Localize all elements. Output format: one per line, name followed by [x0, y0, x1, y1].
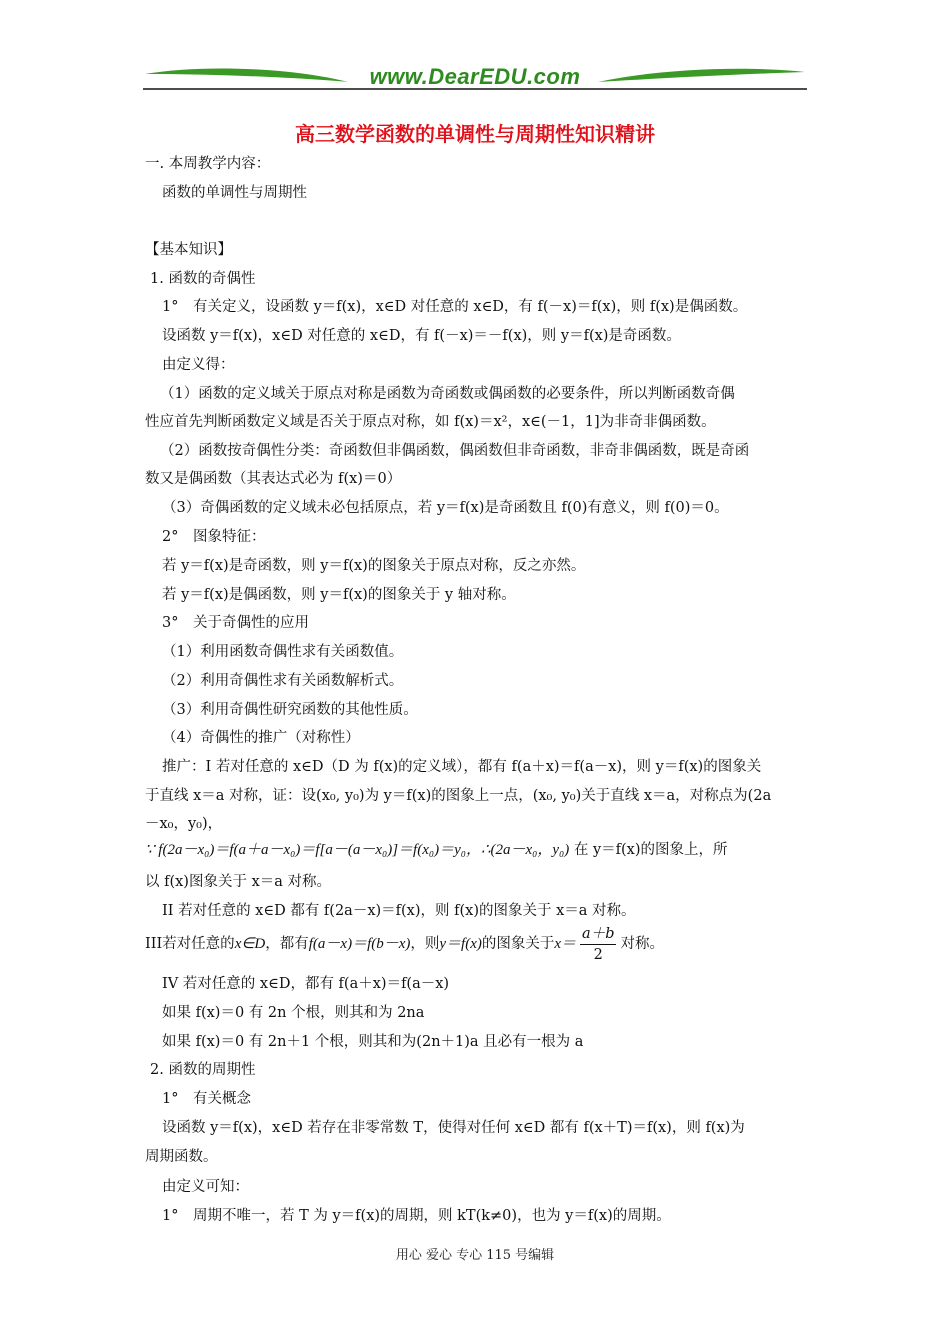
text-line: 由定义可知： [162, 1179, 249, 1195]
text-line: （2）利用奇偶性求有关函数解析式。 [162, 673, 404, 689]
iii-math-x-equals: x＝ [554, 936, 577, 952]
text-line: 1° 周期不唯一，若 T 为 y＝f(x)的周期，则 kT(k≠0)，也为 y＝f(x)的周期。 [162, 1208, 671, 1224]
iii-math-function: y＝f(x) [439, 936, 482, 952]
text-line: 2° 图象特征： [162, 529, 266, 545]
text-line: 函数的单调性与周期性 [162, 185, 307, 201]
text-line: 由定义得： [162, 357, 235, 373]
text-line: 3° 关于奇偶性的应用 [162, 615, 309, 631]
text-line: （3）奇偶函数的定义域未必包括原点，若 y＝f(x)是奇函数且 f(0)有意义，则 f(0)＝0。 [162, 500, 729, 516]
text-line: 如果 f(x)＝0 有 2n 个根，则其和为 2na [162, 1005, 425, 1021]
fraction-a-plus-b-over-2 [580, 924, 616, 965]
iii-text: ，都有 [265, 936, 309, 952]
text-line: 周期函数。 [145, 1149, 218, 1165]
text-line: II 若对任意的 x∈D 都有 f(2a－x)＝f(x)，则 f(x)的图象关于 x＝a 对称。 [162, 903, 636, 919]
iii-suffix: 对称。 [620, 936, 664, 952]
text-line: （1）利用函数奇偶性求有关函数值。 [162, 644, 404, 660]
text-line: 若 y＝f(x)是奇函数，则 y＝f(x)的图象关于原点对称，反之亦然。 [162, 558, 586, 574]
page-footer: 用心 爱心 专心 115 号编辑 [395, 1248, 555, 1263]
text-line: 设函数 y＝f(x)，x∈D 若存在非零常数 T，使得对任何 x∈D 都有 f(x＋T)＝f(x)，则 f(x)为 [162, 1120, 745, 1136]
text-line: （1）函数的定义域关于原点对称是函数为奇函数或偶函数的必要条件，所以判断函数奇偶 [160, 386, 735, 402]
text-line: 推广：I 若对任意的 x∈D（D 为 f(x)的定义域），都有 f(a＋x)＝f(a－x)，则 y＝f(x)的图象关 [162, 759, 762, 775]
text-line: （4）奇偶性的推广（对称性） [162, 730, 360, 746]
text-line: 于直线 x＝a 对称，证：设(x₀, y₀)为 y＝f(x)的图象上一点，(x₀, y₀)关于直线 x＝a，对称点为(2a [145, 788, 772, 804]
formula-tail-text: 在 y＝f(x)的图象上，所 [569, 842, 728, 858]
site-header-banner [143, 62, 807, 94]
text-line: 以 f(x)图象关于 x＝a 对称。 [145, 874, 332, 890]
iii-math-domain: x∈D [234, 936, 266, 952]
section-heading: 【基本知识】 [145, 242, 232, 258]
fraction-denominator: 2 [593, 946, 603, 963]
text-line: 如果 f(x)＝0 有 2n＋1 个根，则其和为(2n＋1)a 且必有一根为 a [162, 1034, 584, 1050]
section-heading: 1. 函数的奇偶性 [150, 271, 256, 287]
text-line: IV 若对任意的 x∈D，都有 f(a＋x)＝f(a－x) [162, 976, 450, 992]
text-line: （3）利用奇偶性研究函数的其他性质。 [162, 702, 418, 718]
text-line: 设函数 y＝f(x)，x∈D 对任意的 x∈D，有 f(－x)＝－f(x)，则 y＝f(x)是奇函数。 [162, 328, 681, 344]
text-line: 1° 有关定义，设函数 y＝f(x)，x∈D 对任意的 x∈D，有 f(－x)＝f(x)，则 f(x)是偶函数。 [162, 299, 748, 315]
text-line: 性应首先判断函数定义域是否关于原点对称，如 f(x)＝x²，x∈(－1，1]为非奇非偶函数。 [145, 414, 716, 430]
symmetry-proof-formula: ∵ f(2a－x₀)＝f(a＋a－x₀)＝f[a－(a－x₀)]＝f(x₀)＝y₀，∴(2a－x₀，y₀) [145, 842, 570, 858]
page-title: 高三数学函数的单调性与周期性知识精讲 [295, 122, 655, 146]
text-line: 数又是偶函数（其表达式必为 f(x)＝0） [145, 471, 402, 487]
section-heading: 2. 函数的周期性 [150, 1062, 256, 1078]
iii-prefix: III若对任意的 [145, 936, 235, 952]
text-line: （2）函数按奇偶性分类：奇函数但非偶函数，偶函数但非奇函数，非奇非偶函数，既是奇函 [160, 443, 750, 459]
iii-text: ，则 [410, 936, 440, 952]
text-line: 1° 有关概念 [162, 1091, 251, 1107]
iii-text: 的图象关于 [481, 936, 555, 952]
iii-math-equation: f(a－x)＝f(b－x) [308, 936, 411, 952]
text-line: －x₀，y₀)， [145, 816, 223, 832]
formula-line [145, 840, 813, 860]
text-line: 若 y＝f(x)是偶函数，则 y＝f(x)的图象关于 y 轴对称。 [162, 587, 516, 603]
text-line: 一. 本周教学内容： [145, 156, 271, 172]
formula-line-iii [145, 922, 813, 966]
fraction-numerator: a＋b [580, 924, 616, 945]
site-url-logo: www.DearEDU.com [369, 64, 581, 89]
